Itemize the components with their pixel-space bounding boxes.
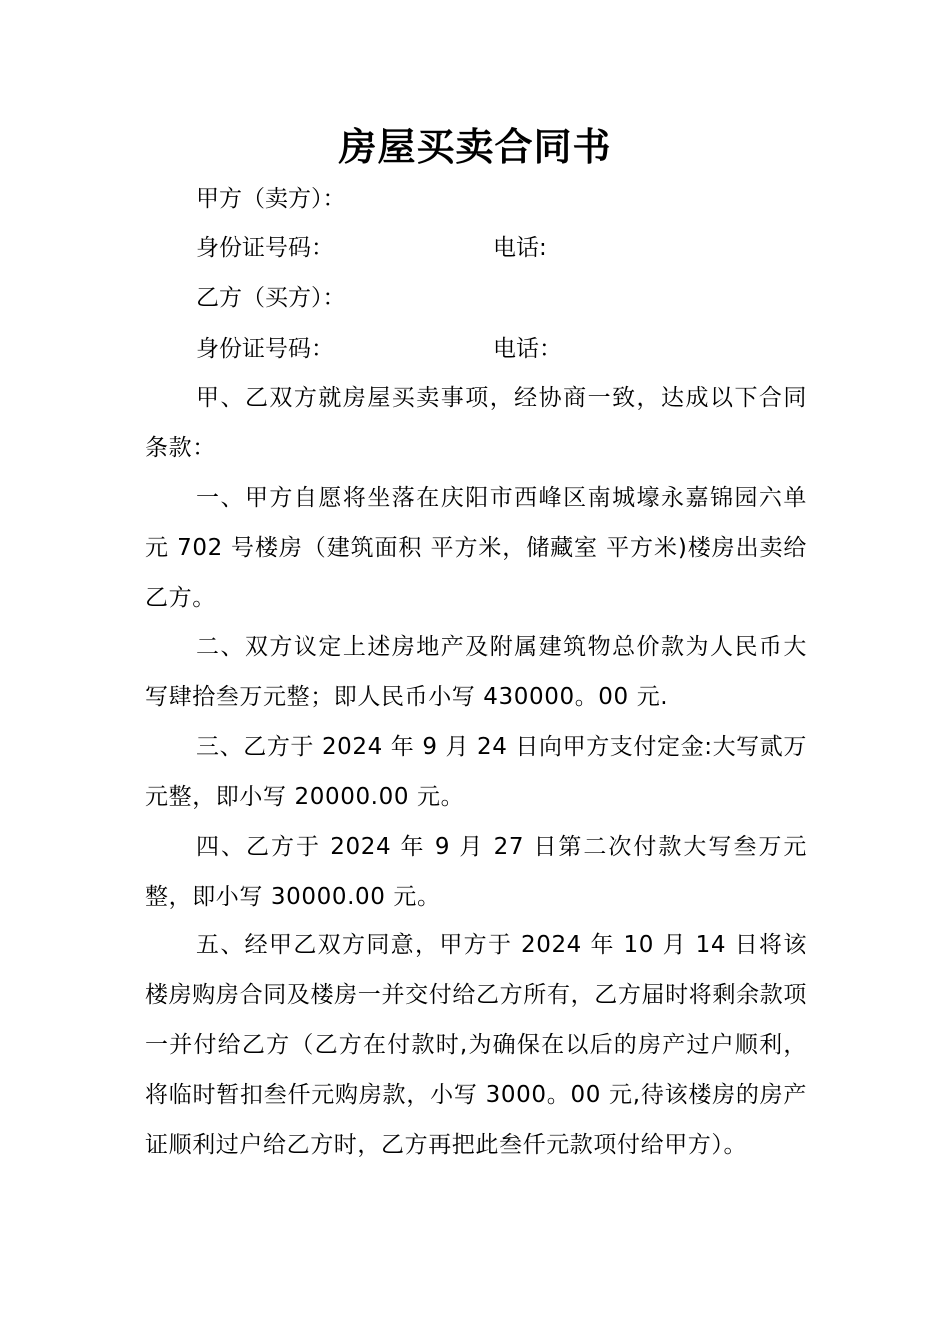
party-a-label: 甲方（卖方）： <box>196 186 346 212</box>
clause-2: 二、双方议定上述房地产及附属建筑物总价款为人民币大写肆拾叁万元整；即人民币小写 430000。00 元. <box>145 634 807 710</box>
party-b-id-label: 身份证号码： <box>196 336 334 362</box>
party-a-id-label: 身份证号码： <box>196 235 334 261</box>
document-title: 房屋买卖合同书 <box>338 124 612 169</box>
intro-paragraph: 甲、乙双方就房屋买卖事项，经协商一致，达成以下合同条款： <box>145 385 807 461</box>
party-b-label: 乙方（买方）： <box>196 285 346 311</box>
party-b-phone-label: 电话： <box>493 336 562 362</box>
clause-1: 一、甲方自愿将坐落在庆阳市西峰区南城壕永嘉锦园六单元 702 号楼房（建筑面积 平方米，储藏室 平方米)楼房出卖给乙方。 <box>145 485 807 611</box>
clause-4: 四、乙方于 2024 年 9 月 27 日第二次付款大写叁万元整，即小写 30000.00 元。 <box>145 834 807 910</box>
party-a-phone-label: 电话: <box>493 235 547 261</box>
clause-3: 三、乙方于 2024 年 9 月 24 日向甲方支付定金:大写贰万元整，即小写 20000.00 元。 <box>145 734 807 810</box>
clause-5: 五、经甲乙双方同意，甲方于 2024 年 10 月 14 日将该楼房购房合同及楼房一并交付给乙方所有，乙方届时将剩余款项一并付给乙方（乙方在付款时,为确保在以后的房产过户顺利，将临时暂扣叁仟元购房款，小写 3000。00 元,待该楼房的房产证顺利过户给乙方时，乙方再把此叁仟元款项付给甲方）。 <box>145 932 807 1158</box>
